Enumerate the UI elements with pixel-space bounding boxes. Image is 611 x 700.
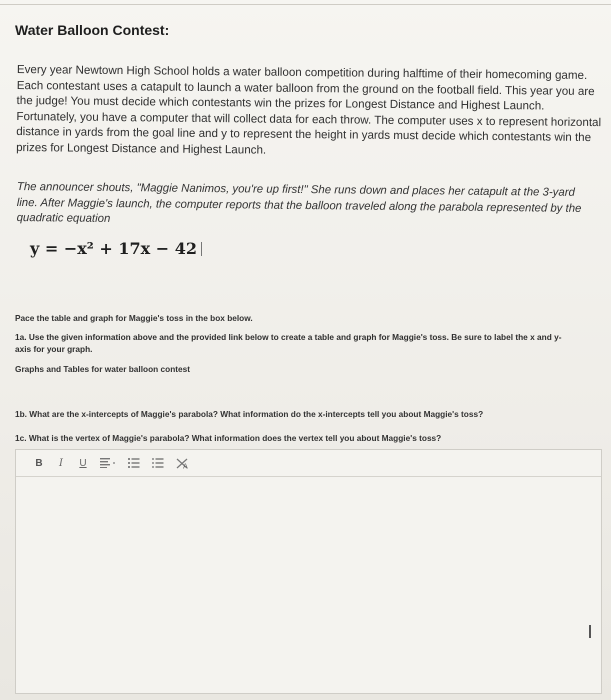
italic-button[interactable]: I bbox=[59, 457, 63, 469]
align-icon[interactable] bbox=[100, 458, 116, 468]
intro-paragraph: Every year Newtown High School holds a water balloon competition during halftime of their homecoming game. Each contestant uses a catapult to launch a water balloon from the ground on the football field. This year you are the judge! You must decide which contestants win the prizes for Longest Distance and Highest Launch. Fortunately, you have a computer that will collect data for each throw. The computer uses x to represent horizontal distance in yards from the goal line and y to represent the height in yards must decide which contestants win the prizes for Longest Distance and Highest Launch. bbox=[16, 62, 602, 157]
graphs-tables-link[interactable]: Graphs and Tables for water balloon contest bbox=[15, 364, 191, 374]
question-1b: 1b. What are the x-intercepts of Maggie's parabola? What information do the x-intercepts tell you about Maggie's toss? bbox=[15, 409, 484, 419]
svg-text:A: A bbox=[183, 462, 188, 469]
place-table-instruction: Pace the table and graph for Maggie's toss in the box below. bbox=[15, 313, 253, 323]
quadratic-equation bbox=[30, 239, 202, 258]
answer-editor bbox=[15, 449, 602, 694]
answer-text-area[interactable] bbox=[16, 477, 601, 693]
text-cursor bbox=[201, 242, 202, 256]
question-1c: 1c. What is the vertex of Maggie's parabola? What information does the vertex tell you about Maggie's toss? bbox=[15, 433, 442, 443]
question-1a: 1a. Use the given information above and the provided link below to create a table and graph for Maggie's toss. Be sure to label the x and y-axis for your graph. bbox=[15, 332, 562, 354]
bold-button[interactable]: B bbox=[35, 457, 43, 469]
editor-toolbar bbox=[16, 450, 601, 477]
equation-text: y = −x² + 17x − 42 bbox=[30, 239, 197, 258]
top-divider bbox=[0, 4, 611, 5]
announcer-paragraph: The announcer shouts, "Maggie Nanimos, you're up first!" She runs down and places her catapult at the 3-yard line. After Maggie's launch, the computer reports that the balloon traveled along the parabola represented by the quadratic equation bbox=[16, 180, 582, 226]
clear-format-icon[interactable] bbox=[176, 458, 190, 469]
unordered-list-icon[interactable] bbox=[152, 458, 164, 468]
page-title: Water Balloon Contest: bbox=[15, 22, 170, 38]
ordered-list-icon[interactable] bbox=[128, 458, 140, 468]
underline-button[interactable]: U bbox=[79, 457, 87, 469]
editor-caret bbox=[589, 625, 591, 638]
